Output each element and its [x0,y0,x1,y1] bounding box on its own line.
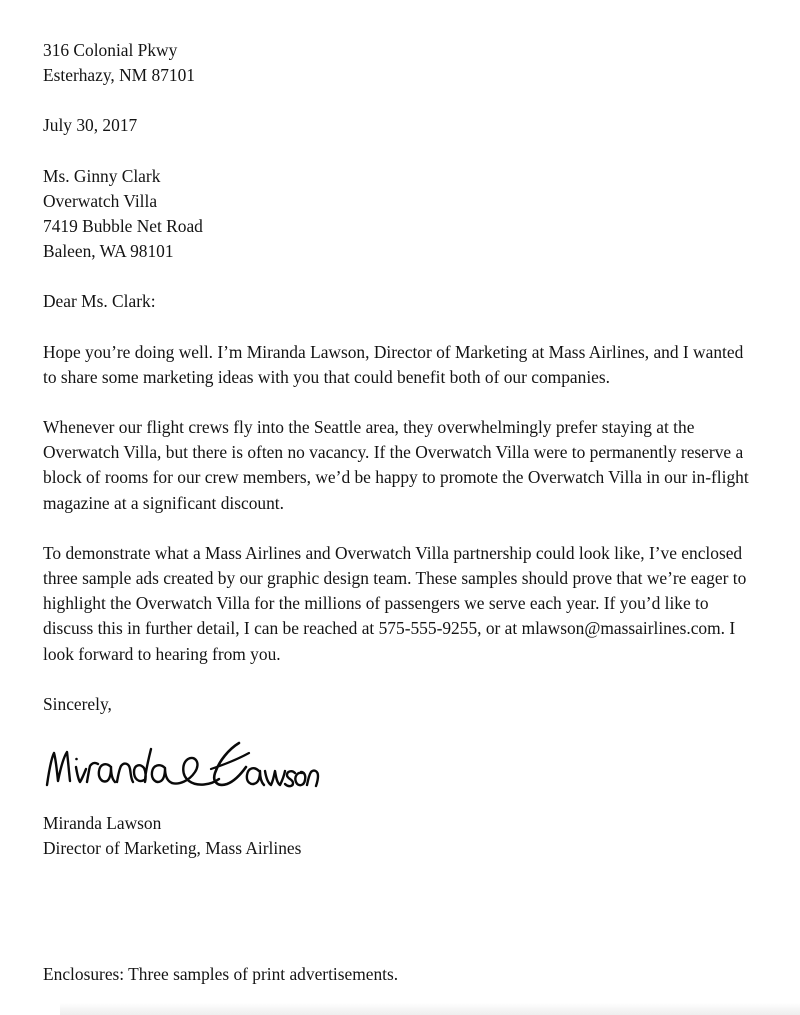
body-paragraph-1: Hope you’re doing well. I’m Miranda Lawson, Director of Marketing at Mass Airlines, and I wanted to share some marketing ideas with you that could benefit both of our companies. [43,341,744,387]
salutation-text: Dear Ms. Clark: [43,291,156,312]
letter-body [43,38,755,861]
recipient-name: Ms. Ginny Clark [43,165,161,186]
recipient-organization: Overwatch Villa [43,190,158,211]
closing-text: Sincerely, [43,693,112,714]
page-bottom-edge [60,1003,800,1015]
signer-title: Director of Marketing, Mass Airlines [43,838,302,859]
enclosures-text: Enclosures: Three samples of print advertisements. [43,964,399,984]
letter-date [43,113,755,138]
closing [43,692,755,717]
body-paragraph-2: Whenever our flight crews fly into the Seattle area, they overwhelmingly prefer staying at the Overwatch Villa, but there is often no vacancy. If the Overwatch Villa were to permanently reserve a block of rooms for our crew members, we’d be happy to promote the Overwatch Villa in our in-flight magazine at a significant discount. [43,417,749,513]
signer-block [43,811,755,861]
recipient-city-state-zip: Baleen, WA 98101 [43,241,174,262]
recipient-address [43,164,755,265]
date-text: July 30, 2017 [43,115,138,136]
recipient-street: 7419 Bubble Net Road [43,216,203,237]
handwritten-signature [43,729,343,801]
signer-name: Miranda Lawson [43,813,162,834]
sender-address-line-2: Esterhazy, NM 87101 [43,65,195,86]
sender-address-line-1: 316 Colonial Pkwy [43,40,178,60]
body-paragraph-3: To demonstrate what a Mass Airlines and Overwatch Villa partnership could look like, I’ve enclosed three sample ads created by our graphic design team. These samples should prove that we’re eager to highlight the Overwatch Villa for the millions of passengers we serve each year. If you’d like to discuss this in further detail, I can be reached at 575-555-9255, or at mlawson@massairlines.com. I look forward to hearing from you. [43,542,747,664]
enclosures-note [43,962,398,987]
sender-address [43,38,755,88]
salutation [43,289,755,314]
